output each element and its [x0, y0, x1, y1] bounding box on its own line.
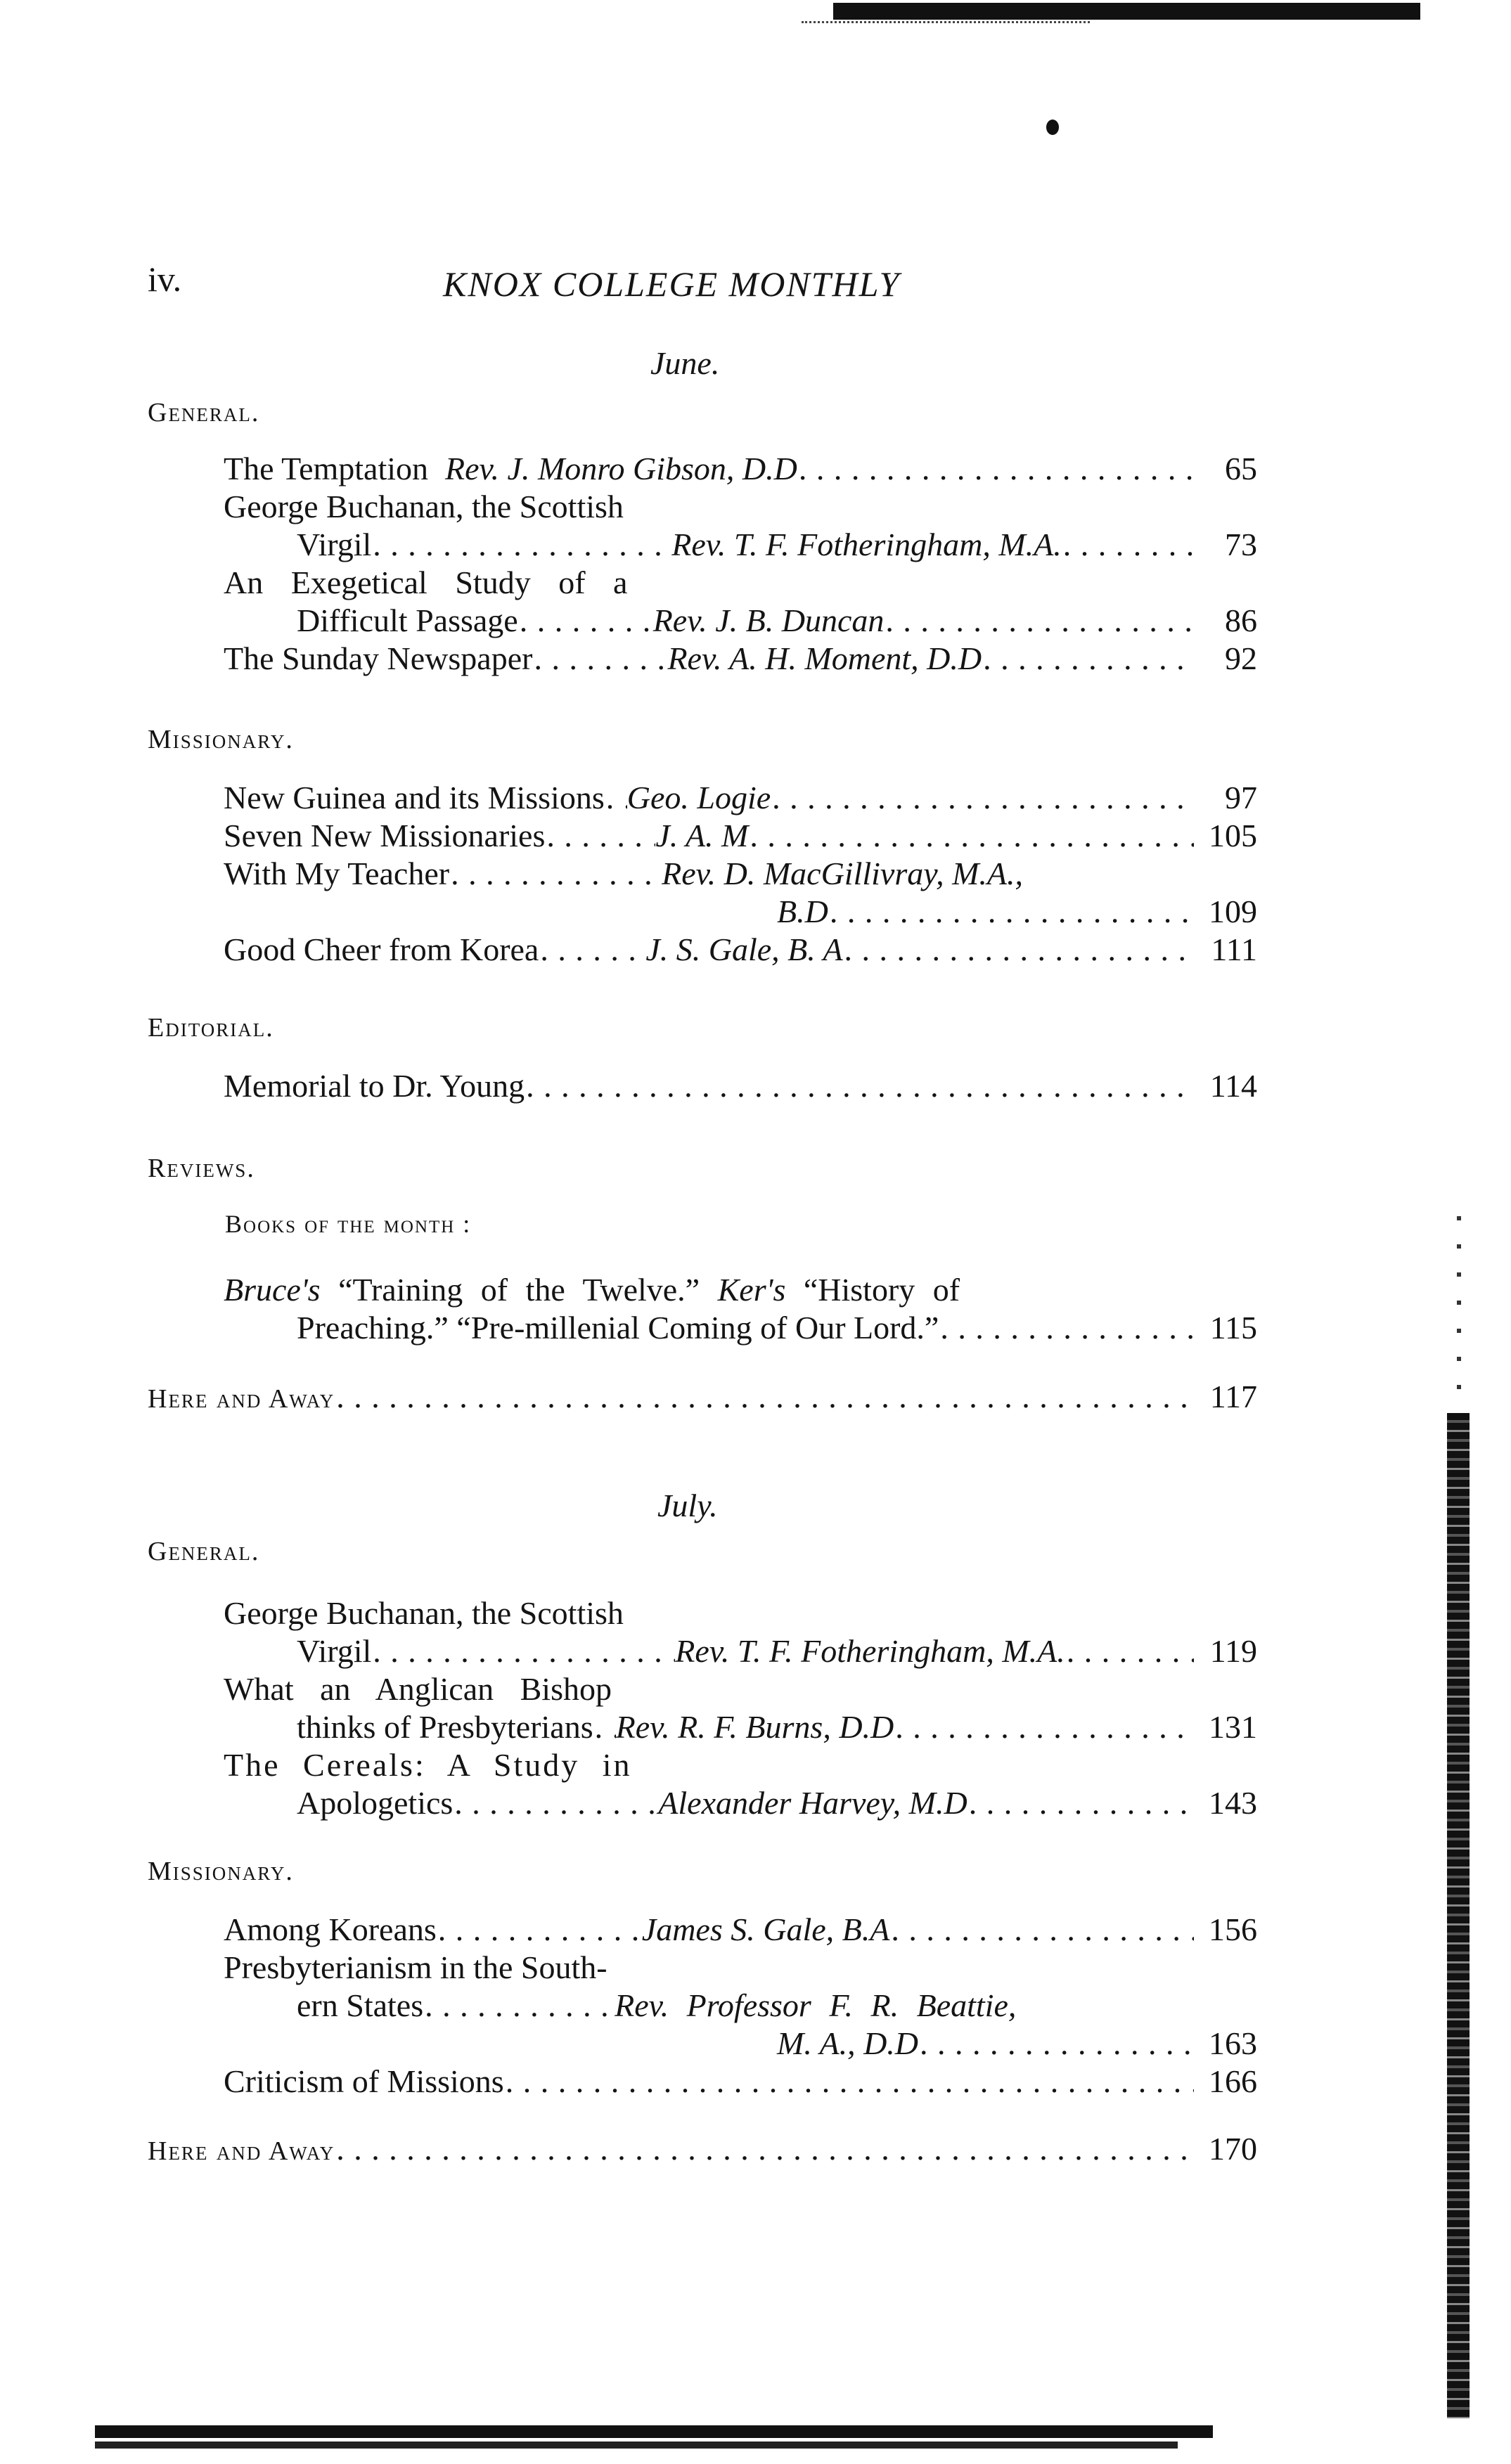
entry-author: Rev. D. MacGillivray, M.A.,: [662, 856, 1024, 891]
section-here-and-away-july: Here and Away: [148, 2136, 335, 2166]
entry-title-line1: An Exegetical Study of a: [224, 565, 628, 600]
toc-entry: [297, 1309, 1257, 1347]
review-title-bruce: “Training of the Twelve.”: [338, 1272, 700, 1308]
entry-author: Rev. J. Monro Gibson, D.D: [445, 451, 797, 486]
entry-author-line2: M. A., D.D: [777, 2025, 919, 2061]
toc-entry: [148, 1378, 1257, 1418]
month-heading-july: July.: [657, 1488, 718, 1523]
toc-entry: [297, 1708, 1257, 1746]
entry-title-line1: What an Anglican Bishop: [224, 1671, 612, 1707]
entry-title-line1: George Buchanan, the Scottish: [224, 489, 624, 524]
entry-title: Difficult Passage: [297, 602, 518, 638]
top-rule-faint: [802, 21, 1090, 25]
toc-entry: [297, 1987, 1257, 2025]
entry-page: 143: [1209, 1785, 1257, 1821]
toc-entry: [297, 1632, 1257, 1670]
entry-title: The Sunday Newspaper: [224, 640, 533, 676]
ink-blot: [1046, 120, 1059, 135]
entry-author-line2: B.D: [777, 894, 828, 929]
section-general-july: General.: [148, 1537, 260, 1566]
entry-page: 109: [1209, 894, 1257, 929]
section-missionary-june: Missionary.: [148, 725, 294, 754]
toc-entry: [224, 2063, 1257, 2101]
entry-title: With My Teacher: [224, 856, 450, 891]
entry-page: 73: [1225, 527, 1257, 562]
toc-entry: [297, 1784, 1257, 1822]
entry-page: 105: [1209, 818, 1257, 853]
entry-author: Rev. Professor F. R. Beattie,: [615, 1987, 1017, 2023]
entry-author: James S. Gale, B.A: [641, 1911, 890, 1947]
section-missionary-july: Missionary.: [148, 1857, 294, 1886]
entry-title: thinks of Presbyterians: [297, 1709, 593, 1745]
toc-entry: [297, 602, 1257, 640]
month-heading-june: June.: [650, 345, 720, 381]
entry-title: New Guinea and its Missions: [224, 780, 605, 815]
toc-entry: [148, 2130, 1257, 2170]
entry-author: J. S. Gale, B. A: [645, 931, 843, 967]
entry-page: 114: [1209, 1068, 1257, 1104]
binding-dots: [1457, 1216, 1461, 1406]
entry-title: The Temptation: [224, 451, 429, 486]
toc-entry: [224, 450, 1257, 488]
section-general-june: General.: [148, 398, 260, 427]
review-line1: [224, 1271, 960, 1309]
entry-author: Rev. T. F. Fotheringham, M.A.: [671, 527, 1062, 562]
entry-page: 156: [1209, 1911, 1257, 1947]
entry-page: 163: [1209, 2025, 1257, 2061]
entry-title-line1: Presbyterianism in the South-: [224, 1949, 607, 1985]
entry-title: Criticism of Missions: [224, 2063, 504, 2099]
review-author-ker: Ker's: [717, 1272, 786, 1308]
entry-title-line1: The Cereals: A Study in: [224, 1747, 632, 1783]
entry-title: Among Koreans: [224, 1911, 437, 1947]
entry-title: Apologetics: [297, 1785, 454, 1821]
toc-entry: [224, 855, 1257, 893]
entry-author: Rev. J. B. Duncan: [652, 602, 885, 638]
section-reviews-june: Reviews.: [148, 1154, 255, 1183]
entry-title: Virgil: [297, 1633, 372, 1669]
entry-title: Good Cheer from Korea: [224, 931, 539, 967]
entry-page: 97: [1225, 780, 1257, 815]
entry-page: 119: [1209, 1633, 1257, 1669]
entry-author: Rev. R. F. Burns, D.D: [615, 1709, 894, 1745]
toc-entry: [224, 779, 1257, 817]
entry-page: 115: [1209, 1310, 1257, 1346]
bottom-rule-lower: [95, 2442, 1178, 2449]
entry-page: 111: [1211, 931, 1257, 967]
section-here-and-away-june: Here and Away: [148, 1384, 335, 1414]
review-line2: Preaching.” “Pre-millenial Coming of Our Lord.”: [297, 1310, 939, 1346]
toc-entry: [224, 817, 1257, 855]
toc-entry: [224, 931, 1257, 969]
toc-entry: [224, 1911, 1257, 1949]
entry-title: Virgil: [297, 527, 372, 562]
toc-entry: [297, 526, 1257, 564]
entry-author: Rev. T. F. Fotheringham, M.A.: [675, 1633, 1065, 1669]
section-editorial-june: Editorial.: [148, 1013, 274, 1043]
entry-page: 117: [1209, 1379, 1257, 1414]
entry-page: 92: [1225, 640, 1257, 676]
top-rule: [833, 3, 1420, 20]
toc-entry-continuation: [777, 2025, 1257, 2063]
entry-title: Seven New Missionaries: [224, 818, 546, 853]
running-head: KNOX COLLEGE MONTHLY: [443, 264, 901, 304]
bottom-rule: [95, 2425, 1213, 2438]
entry-author: Alexander Harvey, M.D: [658, 1785, 967, 1821]
entry-title: Memorial to Dr. Young: [224, 1068, 525, 1104]
binding-edge: [1447, 1413, 1470, 2418]
entry-author: Rev. A. H. Moment, D.D: [667, 640, 982, 676]
reviews-subheading: Books of the month :: [225, 1210, 472, 1238]
entry-author: Geo. Logie: [626, 780, 771, 815]
review-author-bruce: Bruce's: [224, 1272, 321, 1308]
entry-page: 65: [1225, 451, 1257, 486]
entry-author: J. A. M: [655, 818, 749, 853]
review-title-ker: “History of: [803, 1272, 960, 1308]
entry-page: 170: [1209, 2131, 1257, 2167]
page-number: iv.: [148, 259, 182, 299]
entry-title: ern States: [297, 1987, 424, 2023]
entry-page: 86: [1225, 602, 1257, 638]
entry-page: 131: [1209, 1709, 1257, 1745]
toc-entry: [224, 640, 1257, 678]
entry-title-line1: George Buchanan, the Scottish: [224, 1595, 624, 1631]
entry-page: 166: [1209, 2063, 1257, 2099]
toc-entry: [224, 1067, 1257, 1105]
toc-entry-continuation: [777, 893, 1257, 931]
